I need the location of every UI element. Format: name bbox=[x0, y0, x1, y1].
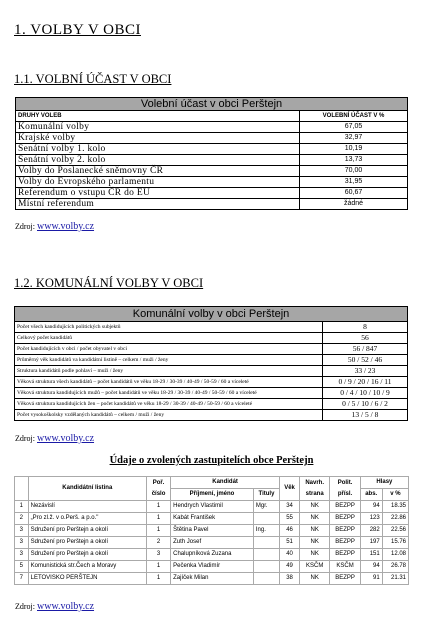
elected-cell-abs: 151 bbox=[360, 549, 382, 561]
turnout-col-value: VOLEBNÍ ÚČAST V % bbox=[300, 111, 408, 122]
elected-cell-order: 1 bbox=[147, 513, 171, 525]
municipal-row-label: Počet kandidujících v obci / počet obyvatel v obci bbox=[15, 344, 323, 355]
table-row bbox=[15, 525, 409, 537]
elected-cell-abs: 197 bbox=[360, 537, 382, 549]
elected-cell-name: Kabát František bbox=[171, 513, 254, 525]
col-list: Kandidátní listina bbox=[28, 477, 146, 501]
elected-cell-abs: 123 bbox=[360, 513, 382, 525]
elected-cell-order: 1 bbox=[147, 573, 171, 585]
elected-cell-age: 55 bbox=[280, 513, 300, 525]
elected-cell-name: Chalupníková Zuzana bbox=[171, 549, 254, 561]
table-row bbox=[15, 333, 408, 344]
elected-cell-abs: 94 bbox=[360, 561, 382, 573]
elected-cell-aff: BEZPP bbox=[330, 501, 360, 513]
elected-cell-name: Štětina Pavel bbox=[171, 525, 254, 537]
municipal-row-label: Struktura kandidátů podle pohlaví – muži / ženy bbox=[15, 366, 323, 377]
col-titles: Tituly bbox=[253, 489, 279, 501]
municipal-row-label: Věková struktura kandidujících žen – počet kandidátů ve věku 18-29 / 30-39 / 40-49 / 50-59 / 60 a víceleté bbox=[15, 399, 323, 410]
section-heading-municipal: 1.2. KOMUNÁLNÍ VOLBY V OBCI bbox=[14, 276, 204, 290]
table-row bbox=[16, 122, 408, 133]
municipal-row-label: Věková struktura kandidujících mužů – počet kandidátů ve věku 18-29 / 30-39 / 40-49 / 50-59 / 60 a víceleté bbox=[15, 388, 323, 399]
elected-cell-aff: KSČM bbox=[330, 561, 360, 573]
elected-cell-title bbox=[253, 537, 279, 549]
elected-cell-list: Komunistická str.Čech a Moravy bbox=[28, 561, 146, 573]
elected-cell-abs: 94 bbox=[360, 501, 382, 513]
turnout-table bbox=[15, 97, 408, 210]
table-row bbox=[15, 399, 408, 410]
col-age: Věk bbox=[280, 477, 300, 501]
table-row bbox=[15, 549, 409, 561]
elected-cell-title bbox=[253, 549, 279, 561]
elected-heading: Údaje o zvolených zastupitelích obce Perštejn bbox=[109, 455, 314, 466]
elected-cell-order: 1 bbox=[147, 501, 171, 513]
col-pct: v % bbox=[382, 489, 408, 501]
elected-cell-aff: BEZPP bbox=[330, 573, 360, 585]
elected-cell-nom: NK bbox=[299, 537, 329, 549]
table-row bbox=[15, 573, 409, 585]
source-link[interactable]: www.volby.cz bbox=[37, 221, 95, 232]
elected-cell-age: 46 bbox=[280, 525, 300, 537]
elected-cell-pct: 22.56 bbox=[382, 525, 408, 537]
table-row bbox=[16, 166, 408, 177]
elected-cell-n: 3 bbox=[15, 525, 29, 537]
table-row bbox=[15, 344, 408, 355]
elected-cell-title bbox=[253, 513, 279, 525]
table-row bbox=[16, 133, 408, 144]
source-link[interactable]: www.volby.cz bbox=[37, 433, 95, 444]
elected-cell-title: Ing. bbox=[253, 525, 279, 537]
turnout-row-label: Referendum o vstupu ČR do EU bbox=[16, 188, 300, 199]
section-heading-turnout: 1.1. VOLBNÍ ÚČAST V OBCI bbox=[14, 72, 172, 86]
col-votes: Hlasy bbox=[360, 477, 408, 489]
table-row bbox=[15, 410, 408, 421]
elected-cell-name: Zuth Josef bbox=[171, 537, 254, 549]
municipal-row-value: 0 / 5 / 10 / 6 / 2 bbox=[323, 399, 408, 410]
turnout-row-value: žádné bbox=[300, 199, 408, 210]
col-name: Příjmení, jméno bbox=[171, 489, 254, 501]
elected-cell-age: 51 bbox=[280, 537, 300, 549]
municipal-row-value: 50 / 52 / 46 bbox=[323, 355, 408, 366]
elected-cell-aff: BEZPP bbox=[330, 513, 360, 525]
elected-cell-age: 40 bbox=[280, 549, 300, 561]
table-row bbox=[15, 501, 409, 513]
municipal-row-value: 56 / 847 bbox=[323, 344, 408, 355]
elected-cell-nom: NK bbox=[299, 513, 329, 525]
turnout-row-label: Senátní volby 2. kolo bbox=[16, 155, 300, 166]
elected-cell-pct: 22.86 bbox=[382, 513, 408, 525]
source-label: Zdroj: bbox=[15, 602, 35, 611]
turnout-row-label: Komunální volby bbox=[16, 122, 300, 133]
turnout-table-caption: Volební účast v obci Perštejn bbox=[16, 98, 408, 111]
municipal-row-label: Věková struktura všech kandidátů – počet kandidátů ve věku 18-29 / 30-39 / 40-49 / 50-59 / 60 a víceleté bbox=[15, 377, 323, 388]
elected-cell-abs: 91 bbox=[360, 573, 382, 585]
col-abs: abs. bbox=[360, 489, 382, 501]
elected-cell-pct: 18.35 bbox=[382, 501, 408, 513]
elected-cell-abs: 282 bbox=[360, 525, 382, 537]
elected-cell-nom: NK bbox=[299, 573, 329, 585]
elected-cell-aff: BEZPP bbox=[330, 525, 360, 537]
col-candidate: Kandidát bbox=[171, 477, 280, 489]
elected-cell-name: Pečenka Vladimír bbox=[171, 561, 254, 573]
source-link[interactable]: www.volby.cz bbox=[37, 601, 95, 612]
table-row bbox=[15, 322, 408, 333]
table-row bbox=[16, 144, 408, 155]
elected-cell-nom: NK bbox=[299, 525, 329, 537]
elected-cell-title bbox=[253, 561, 279, 573]
elected-cell-pct: 12.08 bbox=[382, 549, 408, 561]
elected-cell-order: 1 bbox=[147, 525, 171, 537]
turnout-source bbox=[15, 221, 94, 232]
elected-cell-list: Sdružení pro Perštejn a okolí bbox=[28, 549, 146, 561]
elected-cell-n: 1 bbox=[15, 501, 29, 513]
turnout-row-value: 31,95 bbox=[300, 177, 408, 188]
turnout-row-value: 10,19 bbox=[300, 144, 408, 155]
turnout-row-value: 67,05 bbox=[300, 122, 408, 133]
elected-cell-n: 7 bbox=[15, 573, 29, 585]
turnout-row-label: Volby do Poslanecké sněmovny ČR bbox=[16, 166, 300, 177]
municipal-row-label: Celkový počet kandidátů bbox=[15, 333, 323, 344]
elected-cell-n: 3 bbox=[15, 537, 29, 549]
elected-cell-pct: 26.78 bbox=[382, 561, 408, 573]
elected-cell-aff: BEZPP bbox=[330, 537, 360, 549]
elected-cell-order: 3 bbox=[147, 549, 171, 561]
municipal-table-caption: Komunální volby v obci Perštejn bbox=[15, 307, 408, 322]
table-row bbox=[16, 188, 408, 199]
elected-cell-title bbox=[253, 573, 279, 585]
municipal-row-value: 13 / 5 / 8 bbox=[323, 410, 408, 421]
turnout-row-value: 32,97 bbox=[300, 133, 408, 144]
table-row bbox=[15, 388, 408, 399]
municipal-row-label: Počet všech kandidujících politických subjektů bbox=[15, 322, 323, 333]
elected-cell-nom: NK bbox=[299, 501, 329, 513]
table-row bbox=[15, 537, 409, 549]
elected-table bbox=[14, 476, 409, 585]
table-row bbox=[16, 199, 408, 210]
elected-cell-age: 49 bbox=[280, 561, 300, 573]
municipal-row-label: Průměrný věk kandidátů va kandidátní listině – celkem / muži / ženy bbox=[15, 355, 323, 366]
turnout-row-value: 60,67 bbox=[300, 188, 408, 199]
elected-cell-aff: BEZPP bbox=[330, 549, 360, 561]
municipal-row-value: 33 / 23 bbox=[323, 366, 408, 377]
table-row bbox=[16, 155, 408, 166]
turnout-row-value: 70,00 bbox=[300, 166, 408, 177]
table-row bbox=[16, 177, 408, 188]
elected-cell-order: 2 bbox=[147, 537, 171, 549]
table-row bbox=[15, 561, 409, 573]
elected-cell-list: LETOVISKO PERŠTEJN bbox=[28, 573, 146, 585]
elected-cell-list: „Pro zl.ž. v o.Perš. a p.o." bbox=[28, 513, 146, 525]
turnout-col-label: DRUHY VOLEB bbox=[16, 111, 300, 122]
table-row bbox=[15, 355, 408, 366]
elected-cell-pct: 15.76 bbox=[382, 537, 408, 549]
municipal-row-value: 56 bbox=[323, 333, 408, 344]
elected-cell-name: Zajíček Milan bbox=[171, 573, 254, 585]
elected-cell-list: Sdružení pro Perštejn a okolí bbox=[28, 525, 146, 537]
elected-cell-title: Mgr. bbox=[253, 501, 279, 513]
elected-cell-nom: KSČM bbox=[299, 561, 329, 573]
municipal-source bbox=[15, 433, 94, 444]
page-title: 1. VOLBY V OBCI bbox=[14, 22, 141, 38]
elected-source bbox=[15, 601, 94, 612]
elected-cell-pct: 21.31 bbox=[382, 573, 408, 585]
col-order: Poř. číslo bbox=[147, 477, 171, 501]
elected-cell-age: 34 bbox=[280, 501, 300, 513]
source-label: Zdroj: bbox=[15, 222, 35, 231]
municipal-row-label: Počet vysokoškolsky vzdělaných kandidátů – celkem / muži / ženy bbox=[15, 410, 323, 421]
elected-cell-list: Sdružení pro Perštejn a okolí bbox=[28, 537, 146, 549]
municipal-row-value: 0 / 9 / 20 / 16 / 11 bbox=[323, 377, 408, 388]
municipal-row-value: 0 / 4 / 10 / 10 / 9 bbox=[323, 388, 408, 399]
col-nominating: Navrh. strana bbox=[299, 477, 329, 501]
turnout-row-label: Krajské volby bbox=[16, 133, 300, 144]
municipal-row-value: 8 bbox=[323, 322, 408, 333]
elected-cell-age: 38 bbox=[280, 573, 300, 585]
turnout-row-label: Místní referendum bbox=[16, 199, 300, 210]
turnout-row-label: Senátní volby 1. kolo bbox=[16, 144, 300, 155]
table-row bbox=[15, 366, 408, 377]
turnout-row-label: Volby do Evropského parlamentu bbox=[16, 177, 300, 188]
col-affiliation: Polit. přísl. bbox=[330, 477, 360, 501]
elected-cell-n: 2 bbox=[15, 513, 29, 525]
elected-cell-name: Hendrych Vlastimil bbox=[171, 501, 254, 513]
turnout-row-value: 13,73 bbox=[300, 155, 408, 166]
table-row bbox=[15, 377, 408, 388]
municipal-table bbox=[14, 306, 408, 421]
elected-cell-list: Nezávislí bbox=[28, 501, 146, 513]
elected-cell-n: 5 bbox=[15, 561, 29, 573]
elected-cell-order: 1 bbox=[147, 561, 171, 573]
table-row bbox=[15, 513, 409, 525]
elected-cell-nom: NK bbox=[299, 549, 329, 561]
source-label: Zdroj: bbox=[15, 434, 35, 443]
elected-cell-n: 3 bbox=[15, 549, 29, 561]
